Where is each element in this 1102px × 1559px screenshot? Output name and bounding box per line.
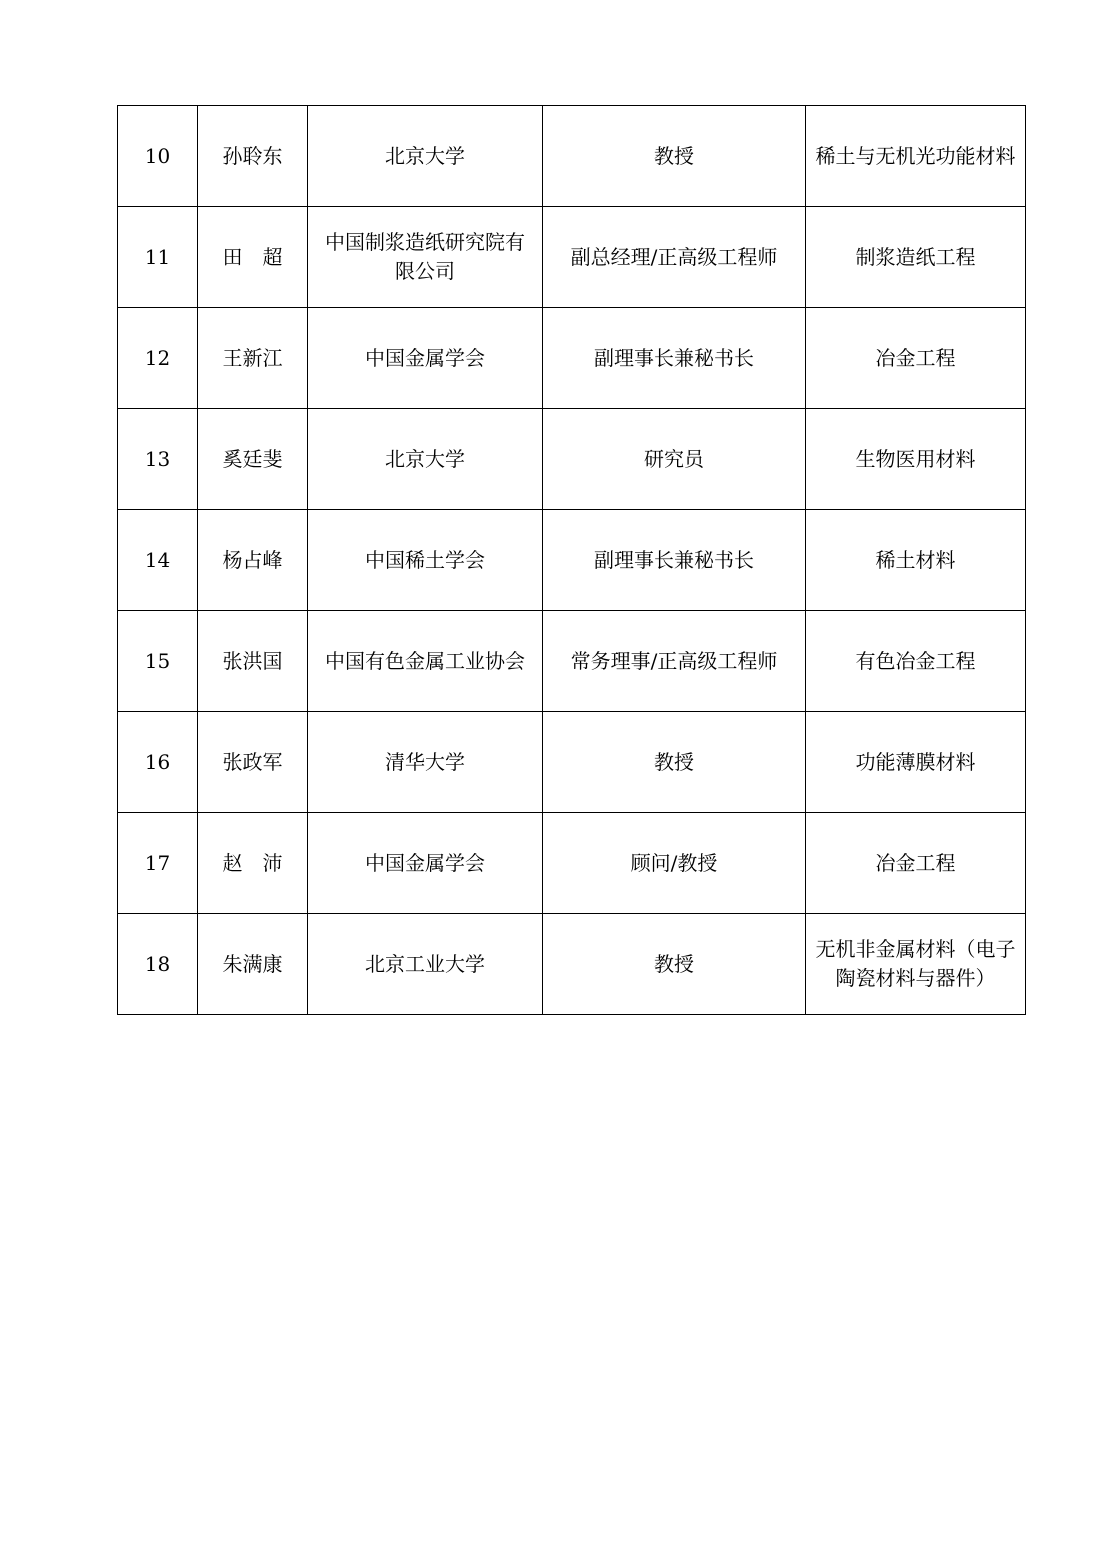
row-number: 18 bbox=[118, 914, 198, 1015]
table-row bbox=[118, 914, 1026, 1015]
organization: 中国金属学会 bbox=[308, 813, 543, 914]
table-row bbox=[118, 510, 1026, 611]
table-row bbox=[118, 813, 1026, 914]
specialty-field: 制浆造纸工程 bbox=[806, 207, 1026, 308]
specialty-field: 功能薄膜材料 bbox=[806, 712, 1026, 813]
expert-table bbox=[117, 105, 1026, 1015]
expert-name: 杨占峰 bbox=[198, 510, 308, 611]
expert-name: 赵 沛 bbox=[198, 813, 308, 914]
organization: 清华大学 bbox=[308, 712, 543, 813]
specialty-field: 生物医用材料 bbox=[806, 409, 1026, 510]
organization: 北京大学 bbox=[308, 409, 543, 510]
job-title: 副理事长兼秘书长 bbox=[543, 308, 806, 409]
row-number: 14 bbox=[118, 510, 198, 611]
job-title: 副总经理/正高级工程师 bbox=[543, 207, 806, 308]
expert-name: 田 超 bbox=[198, 207, 308, 308]
job-title: 顾问/教授 bbox=[543, 813, 806, 914]
expert-name: 朱满康 bbox=[198, 914, 308, 1015]
job-title: 研究员 bbox=[543, 409, 806, 510]
expert-name: 王新江 bbox=[198, 308, 308, 409]
specialty-field: 冶金工程 bbox=[806, 308, 1026, 409]
table-row bbox=[118, 611, 1026, 712]
expert-name: 张洪国 bbox=[198, 611, 308, 712]
organization: 北京工业大学 bbox=[308, 914, 543, 1015]
table-row bbox=[118, 207, 1026, 308]
organization: 中国有色金属工业协会 bbox=[308, 611, 543, 712]
table-row bbox=[118, 308, 1026, 409]
organization: 中国金属学会 bbox=[308, 308, 543, 409]
job-title: 副理事长兼秘书长 bbox=[543, 510, 806, 611]
specialty-field: 冶金工程 bbox=[806, 813, 1026, 914]
expert-name: 奚廷斐 bbox=[198, 409, 308, 510]
job-title: 常务理事/正高级工程师 bbox=[543, 611, 806, 712]
table-row bbox=[118, 712, 1026, 813]
specialty-field: 稀土材料 bbox=[806, 510, 1026, 611]
organization: 中国稀土学会 bbox=[308, 510, 543, 611]
organization: 中国制浆造纸研究院有限公司 bbox=[308, 207, 543, 308]
row-number: 11 bbox=[118, 207, 198, 308]
specialty-field: 无机非金属材料（电子陶瓷材料与器件） bbox=[806, 914, 1026, 1015]
expert-name: 孙聆东 bbox=[198, 106, 308, 207]
row-number: 10 bbox=[118, 106, 198, 207]
job-title: 教授 bbox=[543, 914, 806, 1015]
job-title: 教授 bbox=[543, 712, 806, 813]
job-title: 教授 bbox=[543, 106, 806, 207]
row-number: 13 bbox=[118, 409, 198, 510]
row-number: 15 bbox=[118, 611, 198, 712]
row-number: 16 bbox=[118, 712, 198, 813]
row-number: 12 bbox=[118, 308, 198, 409]
organization: 北京大学 bbox=[308, 106, 543, 207]
expert-name: 张政军 bbox=[198, 712, 308, 813]
specialty-field: 有色冶金工程 bbox=[806, 611, 1026, 712]
table-row bbox=[118, 106, 1026, 207]
specialty-field: 稀土与无机光功能材料 bbox=[806, 106, 1026, 207]
table-row bbox=[118, 409, 1026, 510]
row-number: 17 bbox=[118, 813, 198, 914]
